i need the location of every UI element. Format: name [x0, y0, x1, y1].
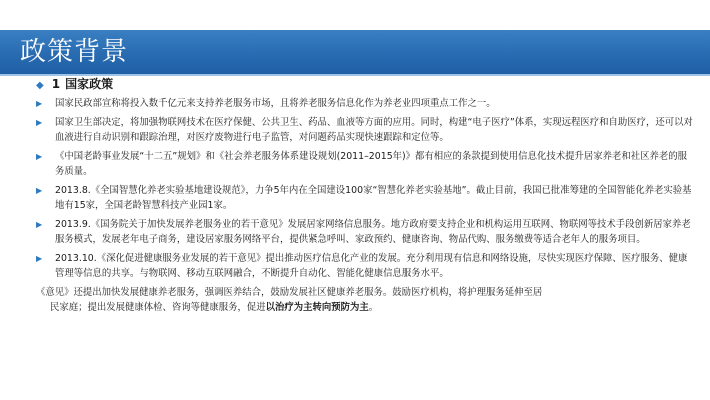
- diamond-bullet-icon: ◆: [36, 80, 44, 91]
- list-item: [36, 96, 696, 111]
- triangle-bullet-icon: ▶: [36, 152, 43, 161]
- paragraph-text: 2013.8.《全国智慧化养老实验基地建设规范》，力争5年内在全国建设100家“智慧化养老实验基地”。截止目前，我国已批准筹建的全国智能化养老实验基地有15家，全国老龄智慧科技产业园1家。: [55, 185, 692, 211]
- note-line-1: 《意见》还提出加快发展健康养老服务，强调医养结合，鼓励发展社区健康养老服务。鼓励医疗机构，将护理服务延伸至居: [36, 287, 543, 298]
- content-area: [36, 96, 696, 315]
- list-item: [36, 115, 696, 145]
- paragraph-text: 国家卫生部决定，将加强物联网技术在医疗保健、公共卫生、药品、血液等方面的应用。同时，构建“电子医疗”体系，实现远程医疗和自助医疗，还可以对血液进行自动识别和跟踪治理，对医疗废物进行电子监管，对问题药品实现快速跟踪和定位等。: [55, 117, 693, 143]
- triangle-bullet-icon: ▶: [36, 220, 43, 229]
- triangle-bullet-icon: ▶: [36, 118, 43, 127]
- section-title: 国家政策: [65, 77, 114, 91]
- section-number: 1: [51, 77, 61, 91]
- triangle-bullet-icon: ▶: [36, 99, 43, 108]
- opinion-note: [36, 285, 696, 315]
- note-line-2-prefix: 民家庭；提出发展健康体检、咨询等健康服务，促进: [50, 302, 266, 313]
- paragraph-text: 《中国老龄事业发展“十二五”规划》和《社会养老服务体系建设规划(2011–2015年)》都有相应的条款提到使用信息化技术提升居家养老和社区养老的服务质量。: [55, 151, 687, 177]
- paragraph-text: 2013.9.《国务院关于加快发展养老服务业的若干意见》发展居家网络信息服务。地方政府要支持企业和机构运用互联网、物联网等技术手段创新居家养老服务模式，发展老年电子商务，建设居家服务网络平台，提供紧急呼叫、家政预约、健康咨询、物品代购、服务缴费等适合老年人的服务项目。: [55, 219, 691, 245]
- list-item: [36, 183, 696, 213]
- paragraph-text: 2013.10.《深化促进健康服务业发展的若干意见》提出推动医疗信息化产业的发展。充分利用现有信息和网络设施，尽快实现医疗保障、医疗服务、健康管理等信息的共享。与物联网、移动互联网融合，不断提升自动化、智能化健康信息服务水平。: [55, 253, 688, 279]
- paragraph-text: 国家民政部宣称将投入数千亿元来支持养老服务市场，且将养老服务信息化作为养老业四项重点工作之一。: [55, 98, 496, 109]
- section-heading: [36, 76, 113, 94]
- triangle-bullet-icon: ▶: [36, 186, 43, 195]
- list-item: [36, 217, 696, 247]
- page-title: 政策背景: [20, 37, 129, 67]
- note-line-2-end: 。: [368, 302, 379, 313]
- note-line-2: [36, 300, 696, 315]
- triangle-bullet-icon: ▶: [36, 254, 43, 263]
- title-banner: [0, 30, 710, 74]
- list-item: [36, 251, 696, 281]
- note-emphasis: 以治疗为主转向预防为主: [265, 302, 369, 313]
- list-item: [36, 149, 696, 179]
